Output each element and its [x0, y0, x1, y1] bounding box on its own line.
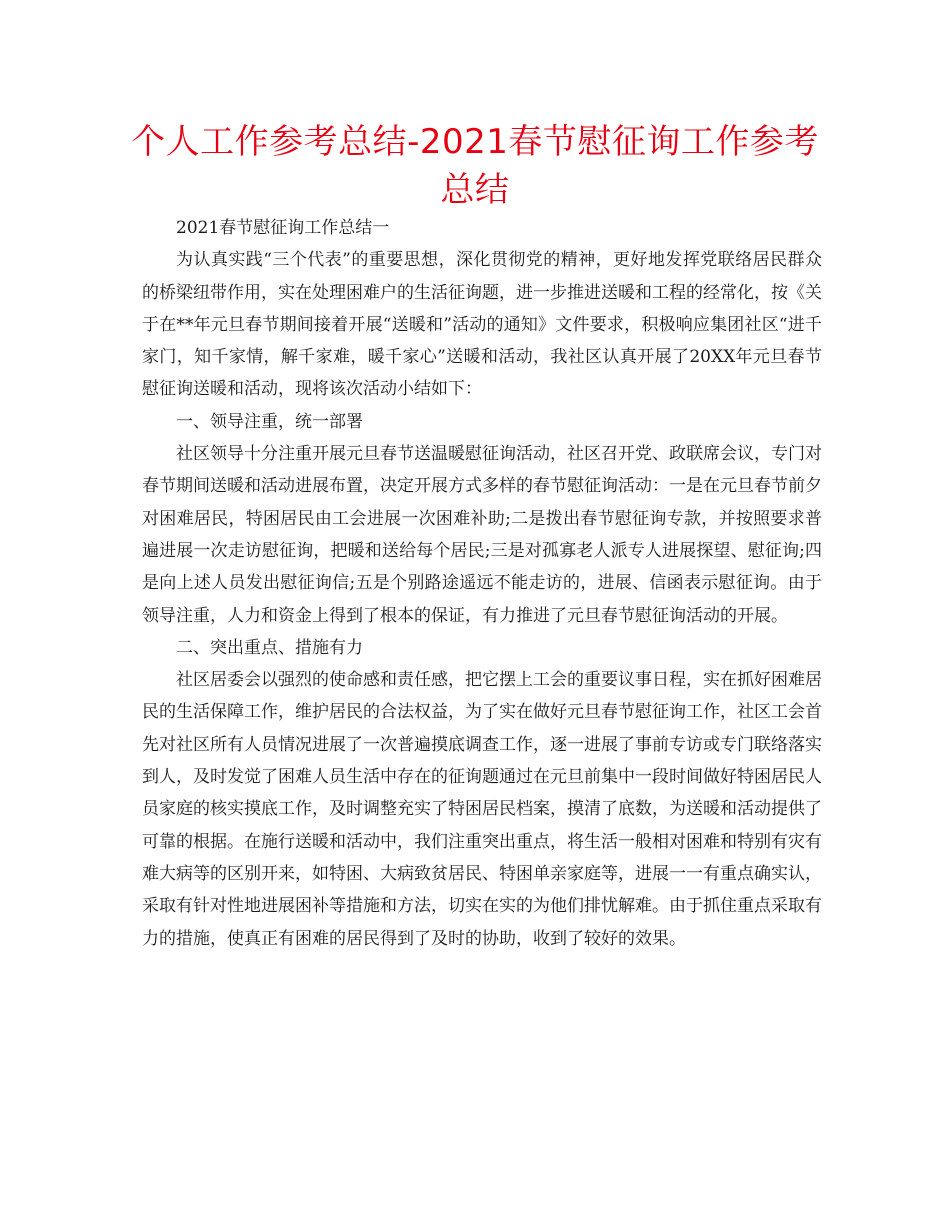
intro-paragraph: 为认真实践“三个代表”的重要思想，深化贯彻党的精神，更好地发挥党联络居民群众的桥梁纽带作用，实在处理困难户的生活征询题，进一步推进送暖和工程的经常化，按《关于在**年元旦春节期间接着开展“送暖和”活动的通知》文件要求，积极响应集团社区“进千家门，知千家情，解千家难，暖千家心”送暖和活动，我社区认真开展了20XX年元旦春节慰征询送暖和活动，现将该次活动小结如下：: [142, 250, 822, 400]
document-title: 个人工作参考总结-2021春节慰征询工作参考总结: [131, 122, 819, 210]
section-2-heading: 二、突出重点、措施有力: [176, 637, 363, 658]
section-1-paragraph: 社区领导十分注重开展元旦春节送温暖慰征询活动，社区召开党、政联席会议，专门对春节期间送暖和活动进展布置，决定开展方式多样的春节慰征询活动：一是在元旦春节前夕对困难居民，特困居民由工会进展一次困难补助;二是拨出春节慰征询专款，并按照要求普遍进展一次走访慰征询，把暖和送给每个居民;三是对孤寡老人派专人进展探望、慰征询;四是向上述人员发出慰征询信;五是个别路途遥远不能走访的，进展、信函表示慰征询。由于领导注重，人力和资金上得到了根本的保证，有力推进了元旦春节慰征询活动的开展。: [142, 444, 822, 626]
section-1-heading: 一、领导注重，统一部署: [176, 411, 363, 432]
document-body: [142, 212, 822, 955]
section-2-paragraph: 社区居委会以强烈的使命感和责任感，把它摆上工会的重要议事日程，实在抓好困难居民的生活保障工作，维护居民的合法权益，为了实在做好元旦春节慰征询工作，社区工会首先对社区所有人员情况进展了一次普遍摸底调查工作，逐一进展了事前专访或专门联络落实到人，及时发觉了困难人员生活中存在的征询题通过在元旦前集中一段时间做好特困居民人员家庭的核实摸底工作，及时调整充实了特困居民档案，摸清了底数，为送暖和活动提供了可靠的根据。在施行送暖和活动中，我们注重突出重点，将生活一般相对困难和特别有灾有难大病等的区别开来，如特困、大病致贫居民、特困单亲家庭等，进展一一有重点确实认，采取有针对性地进展困补等措施和方法，切实在实的为他们排忧解难。由于抓住重点采取有力的措施，使真正有困难的居民得到了及时的协助，收到了较好的效果。: [142, 670, 822, 949]
document-subtitle: 2021春节慰征询工作总结一: [176, 218, 390, 238]
